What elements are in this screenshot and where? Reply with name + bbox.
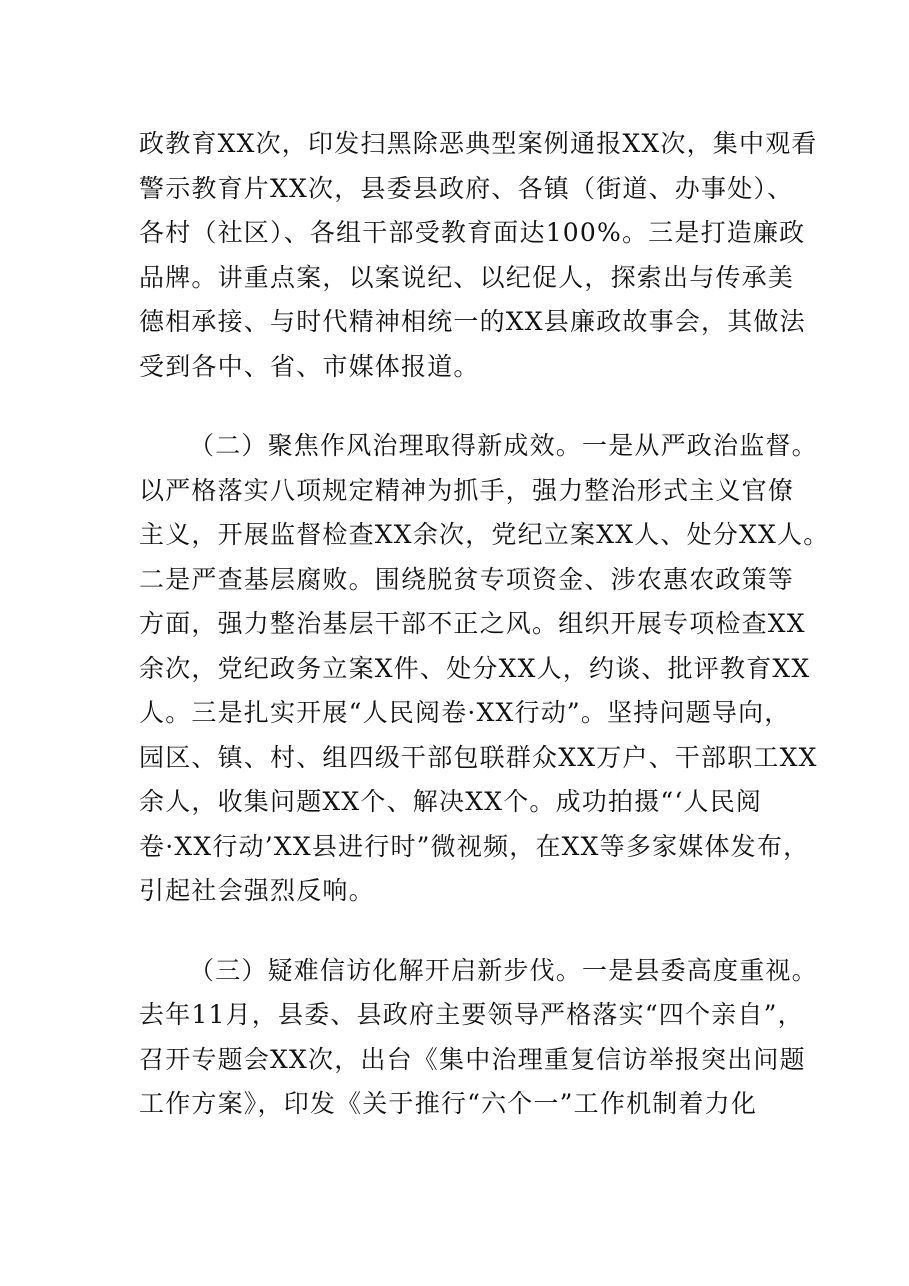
text-line: 主义，开展监督检查XX余次，党纪立案XX人、处分XX人。	[139, 520, 830, 549]
text-line: 引起社会强烈反响。	[139, 876, 375, 905]
text-line: 受到各中、省、市媒体报道。	[139, 351, 480, 381]
section-heading-line: （三）疑难信访化解开启新步伐。一是县委高度重视。	[189, 955, 818, 985]
text-line: 以严格落实八项规定精神为抓手，强力整治形式主义官僚	[139, 475, 795, 505]
text-line: 园区、镇、村、组四级干部包联群众XX万户、干部职工XX	[139, 742, 818, 772]
text-line: 人。三是扎实开展“人民阅卷·XX行动”。坚持问题导向，	[139, 698, 791, 727]
text-line: 方面，强力整治基层干部不正之风。组织开展专项检查XX	[139, 609, 806, 638]
text-line: 余次，党纪政务立案X件、处分XX人，约谈、批评教育XX	[139, 653, 811, 683]
paragraph-3	[139, 949, 818, 1127]
section-heading-line: （二）聚焦作风治理取得新成效。一是从严政治监督。	[189, 431, 818, 460]
paragraph-1-continued	[139, 122, 818, 389]
text-line: 德相承接、与时代精神相统一的XX县廉政故事会，其做法	[139, 307, 806, 336]
text-line: 召开专题会XX次，出台《集中治理重复信访举报突出问题	[139, 1044, 806, 1074]
text-line: 品牌。讲重点案，以案说纪、以纪促人，探索出与传承美	[139, 262, 795, 292]
text-line: 余人，收集问题XX个、解决XX个。成功拍摄“‘人民阅	[139, 787, 763, 816]
text-line: 各村（社区）、各组干部受教育面达100%。三是打造廉政	[139, 218, 806, 247]
text-line: 二是严查基层腐败。围绕脱贫专项资金、涉农惠农政策等	[139, 564, 795, 594]
text-line: 卷·XX行动’XX县进行时”微视频，在XX等多家媒体发布，	[139, 831, 810, 861]
document-body	[139, 122, 830, 1127]
paragraph-2	[139, 424, 830, 914]
text-line: 警示教育片XX次，县委县政府、各镇（街道、办事处）、	[139, 173, 794, 203]
text-line: 政教育XX次，印发扫黑除恶典型案例通报XX次，集中观看	[139, 129, 818, 158]
text-line: 去年11月，县委、县政府主要领导严格落实“四个亲自”，	[139, 1000, 804, 1029]
paragraph-gap	[139, 914, 799, 949]
text-line: 工作方案》，印发《关于推行“六个一”工作机制着力化	[139, 1089, 758, 1118]
paragraph-gap	[139, 389, 799, 424]
